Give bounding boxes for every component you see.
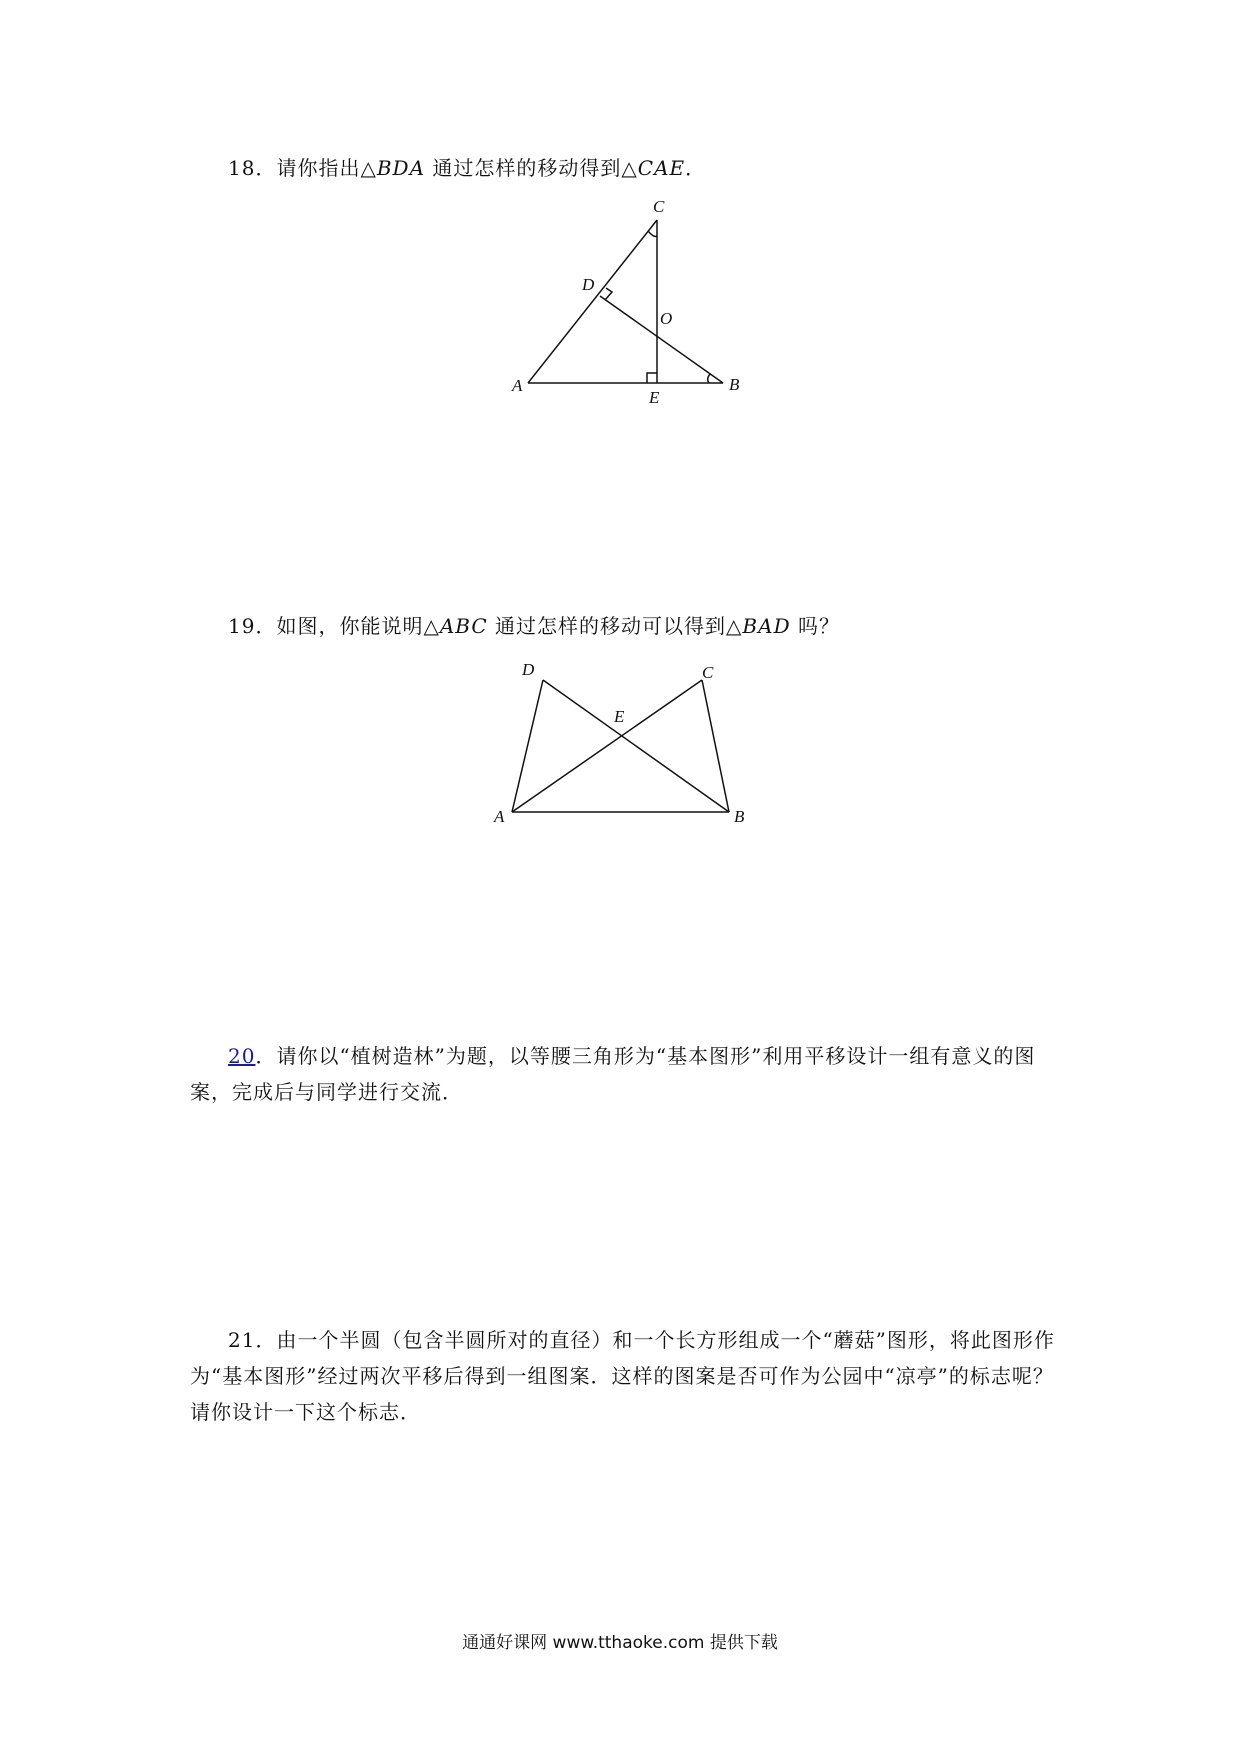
point-label-B: B (729, 375, 740, 394)
point-label-C: C (702, 663, 714, 682)
point-label-O: O (660, 309, 673, 328)
triangle-name: BDA (376, 156, 426, 180)
question-number: 19 (228, 614, 256, 638)
triangle-name: ABC (439, 614, 488, 638)
point-label-C: C (653, 197, 665, 216)
question-text: 吗？ (790, 614, 840, 638)
point-label-B: B (734, 807, 745, 826)
point-label-D: D (582, 275, 595, 294)
question-text: 通过怎样的移动可以得到△ (487, 614, 743, 638)
point-label-E: E (614, 707, 625, 726)
segment-AD (512, 680, 543, 812)
segment-BD (543, 680, 729, 812)
triangle-name: CAE (637, 156, 686, 180)
question-text: ．如图，你能说明△ (255, 614, 440, 638)
page-footer: 通通好课网 www.tthaoke.com 提供下载 (462, 1633, 778, 1653)
point-label-E: E (649, 388, 660, 407)
triangle-name: BAD (742, 614, 791, 638)
point-label-A: A (494, 807, 505, 826)
question-number: 21 (228, 1328, 256, 1352)
question-21 (190, 1322, 1070, 1430)
segment-AC (512, 680, 702, 812)
question-20 (190, 1038, 1070, 1110)
question-number: 18 (228, 156, 256, 180)
question-text: 通过怎样的移动得到△ (425, 156, 638, 180)
question-text: ． (685, 156, 707, 180)
question-text: ．请你指出△ (255, 156, 377, 180)
question-text: ．请你以“植树造林”为题，以等腰三角形为“基本图形”利用平移设计一组有意义的图案，完成后与同学进行交流． (190, 1044, 1036, 1104)
question-number-link[interactable]: 20 (228, 1044, 256, 1068)
point-label-D: D (522, 660, 535, 679)
question-text: ．由一个半圆（包含半圆所对的直径）和一个长方形组成一个“蘑菇”图形，将此图形作为“基本图形”经过两次平移后得到一组图案．这样的图案是否可作为公园中“凉亭”的标志呢？请你设计一下这个标志． (190, 1328, 1055, 1424)
segment-BC (702, 680, 729, 812)
point-label-A: A (512, 376, 523, 395)
